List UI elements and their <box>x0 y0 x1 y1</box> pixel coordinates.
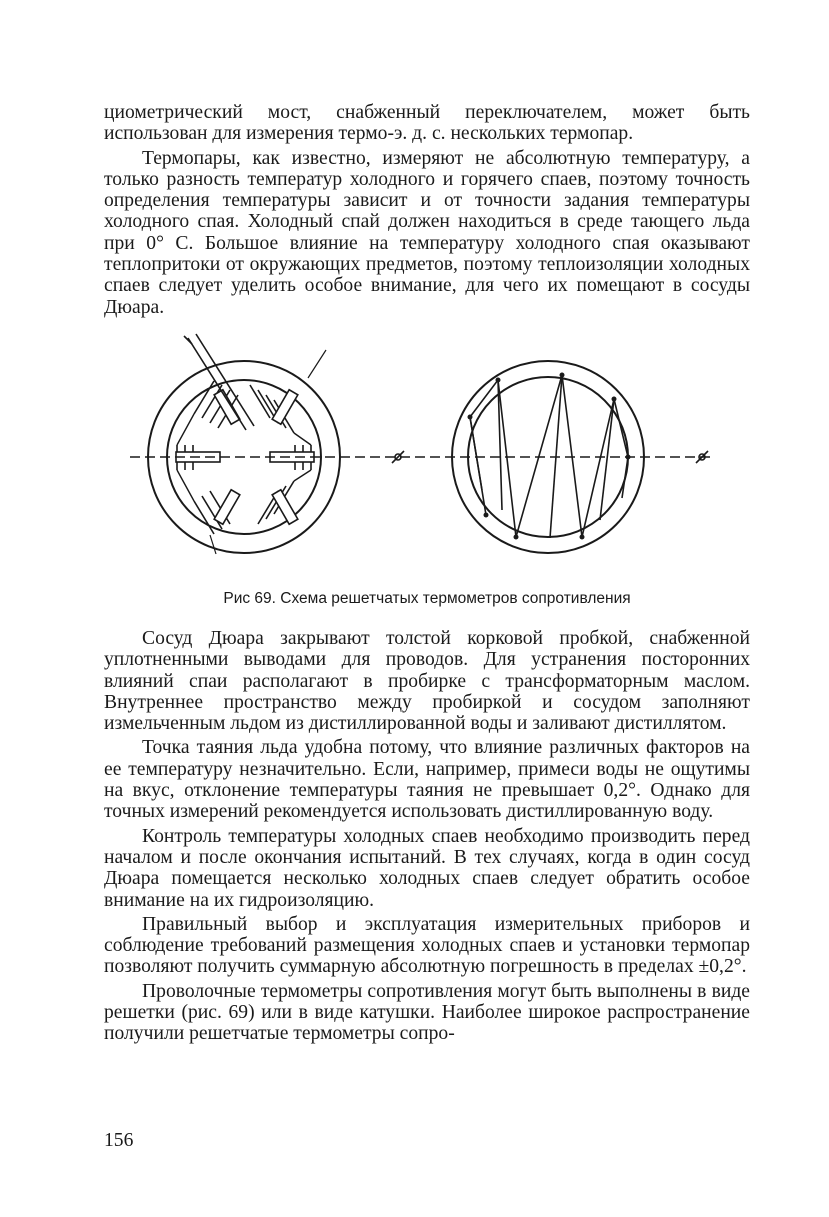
resistance-thermometer-diagram <box>130 330 730 580</box>
paragraph: Проволочные термометры сопротивления могут быть выполнены в виде решетки (рис. 69) или в виде катушки. Наиболее широкое распространение получили решетчатые термометры сопро- <box>104 980 750 1045</box>
lead-wire <box>188 338 246 430</box>
paragraph: Сосуд Дюара закрывают толстой корковой пробкой, снабженной уплотненными выводами для проводов. Для устранения посторонних влияний спаи располагают в пробирке с трансформаторным маслом. Внутреннее пространство между пробиркой и сосудом заполняют измельченным льдом из дистиллированной воды и заливают дистиллятом. <box>104 628 750 735</box>
figure-69 <box>130 330 730 580</box>
paragraph: циометрический мост, снабженный переключателем, может быть использован для измерения термо-э. д. с. нескольких термопар. <box>104 102 750 145</box>
text-block-top <box>104 102 750 318</box>
text-block-bottom <box>104 628 750 1045</box>
paragraph: Правильный выбор и эксплуатация измерительных приборов и соблюдение требований размещения холодных спаев и установки термопар позволяют получить суммарную абсолютную погрешность в пределах ±0,2°. <box>104 913 750 978</box>
paragraph: Термопары, как известно, измеряют не абсолютную температуру, а только разность температур холодного и горячего спаев, поэтому точность определения температуры зависит и от точности задания температуры холодного спая. Холодный спай должен находиться в среде тающего льда при 0° С. Большое влияние на температуру холодного спая оказывают теплопритоки от окружающих предметов, поэтому теплоизоляции холодных спаев следует уделить особое внимание, для чего их помещают в сосуды Дюара. <box>104 147 750 318</box>
paragraph: Контроль температуры холодных спаев необходимо производить перед началом и после окончания испытаний. В тех случаях, когда в один сосуд Дюара помещается несколько холодных спаев следует обратить особое внимание на их гидроизоляцию. <box>104 825 750 911</box>
figure-caption: Рис 69. Схема решетчатых термометров сопротивления <box>223 590 631 607</box>
paragraph: Точка таяния льда удобна потому, что влияние различных факторов на ее температуру незначительно. Если, например, примеси воды не ощутимы на вкус, отклонение температуры таяния не превышает 0,2°. Однако для точных измерений рекомендуется использовать дистиллированную воду. <box>104 737 750 823</box>
page-number: 156 <box>104 1130 134 1151</box>
